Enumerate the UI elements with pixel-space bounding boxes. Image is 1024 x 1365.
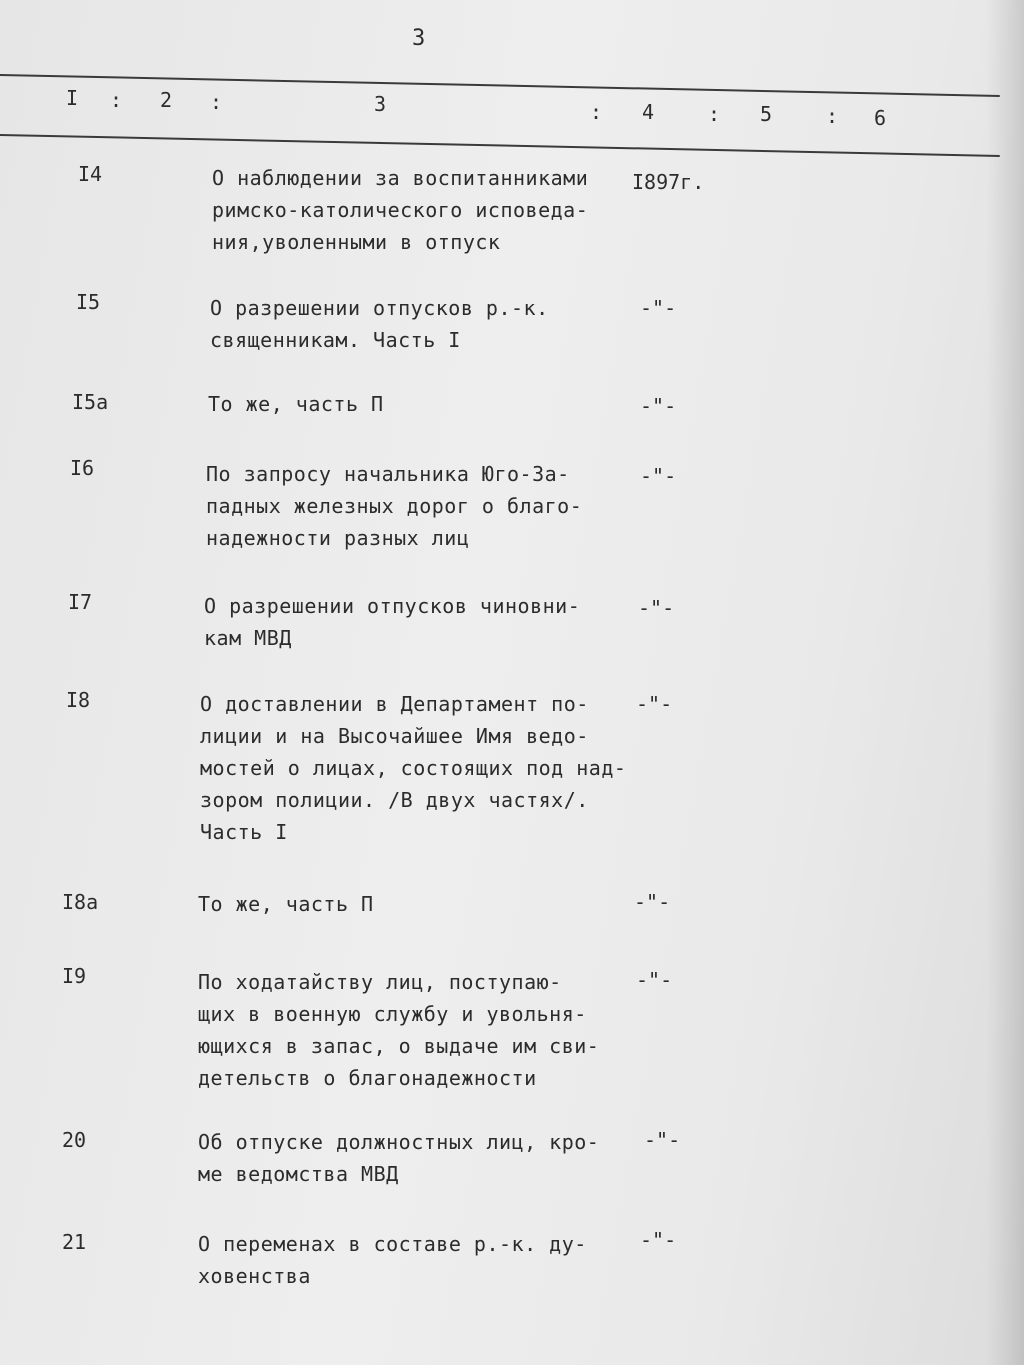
row-date: I897г. xyxy=(632,170,705,194)
row-date: -"- xyxy=(636,968,673,992)
row-date: -"- xyxy=(640,1228,677,1252)
header-rule-bottom xyxy=(0,134,1000,157)
header-rule-top xyxy=(0,74,1000,97)
column-separator: : xyxy=(210,90,223,114)
row-date: -"- xyxy=(640,296,677,320)
row-title: О разрешении отпусков чиновни- кам МВД xyxy=(204,594,581,650)
row-date: -"- xyxy=(634,890,671,914)
column-header-4: 4 xyxy=(642,100,655,124)
row-number: I5а xyxy=(72,390,109,414)
row-title: По запросу начальника Юго-За- падных железных дорог о благо- надежности разных лиц xyxy=(206,462,583,550)
row-date: -"- xyxy=(638,596,675,620)
row-date: -"- xyxy=(636,692,673,716)
row-number: I6 xyxy=(70,456,95,480)
row-number: I9 xyxy=(62,964,87,988)
column-header-3: 3 xyxy=(374,92,387,116)
row-title: О наблюдении за воспитанниками римско-католического исповеда- ния,уволенными в отпуск xyxy=(212,166,589,254)
row-number: I5 xyxy=(76,290,101,314)
row-date: -"- xyxy=(644,1128,681,1152)
row-number: I7 xyxy=(68,590,93,614)
page-edge-shadow xyxy=(986,0,1024,1365)
column-header-2: 2 xyxy=(160,88,173,112)
row-title: По ходатайству лиц, поступаю- щих в военную службу и увольня- ющихся в запас, о выдаче им сви- детельств о благонадежности xyxy=(198,970,600,1090)
column-header-5: 5 xyxy=(760,102,773,126)
row-number: I8 xyxy=(66,688,91,712)
row-title: О доставлении в Департамент по- лиции и на Высочайшее Имя ведо- мостей о лицах, состоящих под над- зором полиции. /В двух частях/. Часть I xyxy=(200,692,627,844)
column-separator: : xyxy=(590,100,603,124)
row-number: 21 xyxy=(62,1230,87,1254)
column-separator: : xyxy=(708,102,721,126)
row-date: -"- xyxy=(640,464,677,488)
page-number: 3 xyxy=(412,26,427,51)
row-number: I4 xyxy=(78,162,103,186)
row-title: О разрешении отпусков р.-к. священникам. Часть I xyxy=(210,296,549,352)
row-title: Об отпуске должностных лиц, кро- ме ведомства МВД xyxy=(198,1130,600,1186)
row-date: -"- xyxy=(640,394,677,418)
column-separator: : xyxy=(110,88,123,112)
column-separator: : xyxy=(826,104,839,128)
row-title: О переменах в составе р.-к. ду- ховенства xyxy=(198,1232,587,1288)
column-header-1: I xyxy=(66,86,79,110)
column-header-6: 6 xyxy=(874,106,887,130)
row-title: То же, часть П xyxy=(208,392,384,416)
row-title: То же, часть П xyxy=(198,892,374,916)
row-number: I8а xyxy=(62,890,99,914)
row-number: 20 xyxy=(62,1128,87,1152)
